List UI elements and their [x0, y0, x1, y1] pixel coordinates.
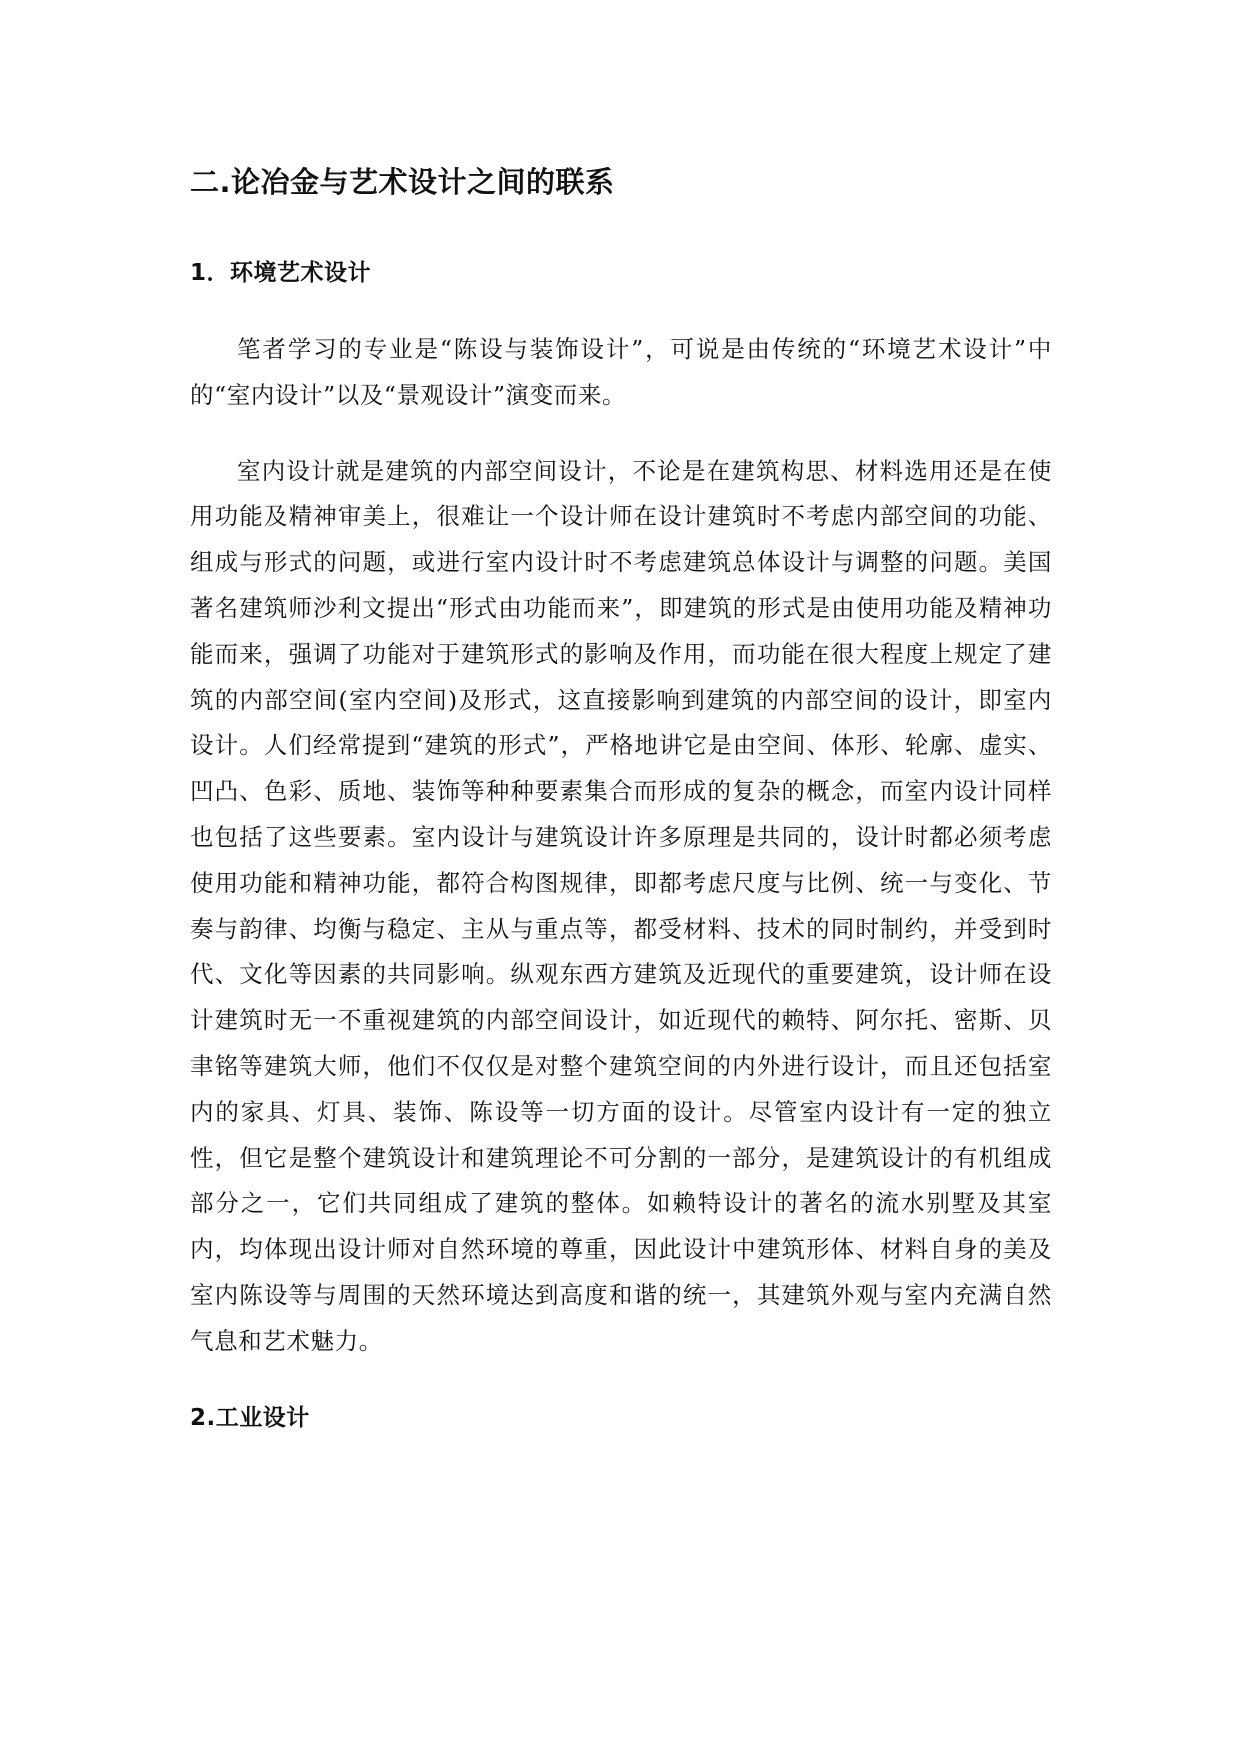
subsection-title-industrial-design: 2.工业设计	[190, 1404, 310, 1431]
section-title: 二.论冶金与艺术设计之间的联系	[190, 165, 615, 199]
paragraph-major-intro: 笔者学习的专业是“陈设与装饰设计”，可说是由传统的“环境艺术设计”中的“室内设计”以及“景观设计”演变而来。	[190, 335, 1052, 409]
document-body	[190, 160, 1052, 1436]
paragraph-interior-design: 室内设计就是建筑的内部空间设计，不论是在建筑构思、材料选用还是在使用功能及精神审美上，很难让一个设计师在设计建筑时不考虑内部空间的功能、组成与形式的问题，或进行室内设计时不考虑建筑总体设计与调整的问题。美国著名建筑师沙利文提出“形式由功能而来”，即建筑的形式是由使用功能及精神功能而来，强调了功能对于建筑形式的影响及作用，而功能在很大程度上规定了建筑的内部空间(室内空间)及形式，这直接影响到建筑的内部空间的设计，即室内设计。人们经常提到“建筑的形式”，严格地讲它是由空间、体形、轮廓、虚实、凹凸、色彩、质地、装饰等种种要素集合而形成的复杂的概念，而室内设计同样也包括了这些要素。室内设计与建筑设计许多原理是共同的，设计时都必须考虑使用功能和精神功能，都符合构图规律，即都考虑尺度与比例、统一与变化、节奏与韵律、均衡与稳定、主从与重点等，都受材料、技术的同时制约，并受到时代、文化等因素的共同影响。纵观东西方建筑及近现代的重要建筑，设计师在设计建筑时无一不重视建筑的内部空间设计，如近现代的赖特、阿尔托、密斯、贝聿铭等建筑大师，他们不仅仅是对整个建筑空间的内外进行设计，而且还包括室内的家具、灯具、装饰、陈设等一切方面的设计。尽管室内设计有一定的独立性，但它是整个建筑设计和建筑理论不可分割的一部分，是建筑设计的有机组成部分之一，它们共同组成了建筑的整体。如赖特设计的著名的流水别墅及其室内，均体现出设计师对自然环境的尊重，因此设计中建筑形体、材料自身的美及室内陈设等与周围的天然环境达到高度和谐的统一，其建筑外观与室内充满自然气息和艺术魅力。	[190, 456, 1052, 1355]
subsection-title-environmental-art-design: 1．环境艺术设计	[190, 260, 372, 286]
